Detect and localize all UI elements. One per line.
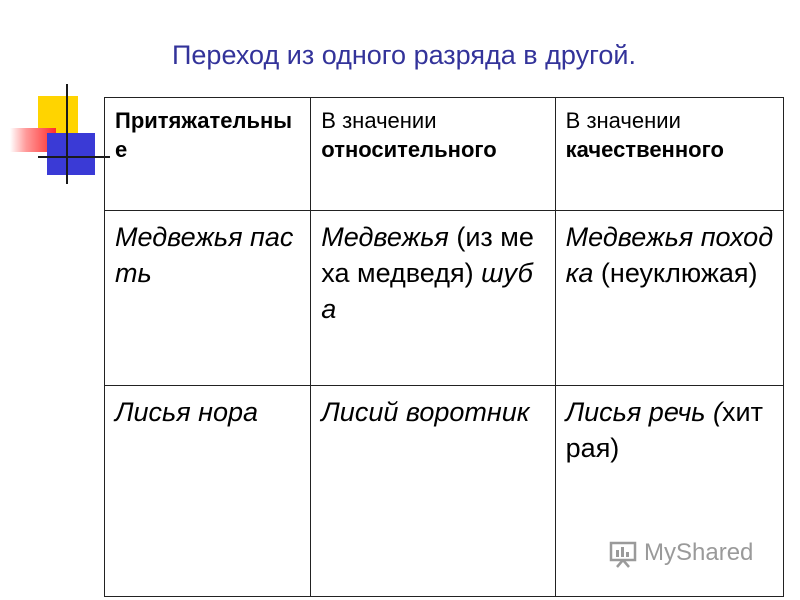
example-text: Лисий воротник — [321, 397, 530, 427]
header-relative-label: относительного — [321, 137, 497, 162]
decor-vertical-line — [66, 84, 68, 184]
decor-blue-square — [47, 133, 95, 175]
example-text: Лисья речь ( — [565, 397, 722, 427]
example-note: (неуклюжая) — [593, 258, 758, 288]
example-text: Лисья нора — [115, 397, 259, 427]
header-cell-relative — [311, 98, 555, 211]
table-row — [105, 211, 784, 386]
watermark-brand: MyShared — [644, 539, 754, 566]
example-note: (из меха медведя) — [321, 222, 534, 288]
decor-horizontal-line — [38, 156, 110, 158]
cell-fox-possessive — [105, 386, 311, 597]
cell-bear-qualitative — [555, 211, 783, 386]
example-text: Медвежья походка — [565, 222, 774, 288]
example-text: шуба — [321, 258, 533, 324]
header-cell-possessive — [105, 98, 311, 211]
header-qualitative-label: качественного — [565, 137, 724, 162]
table-header-row — [105, 98, 784, 211]
adjective-categories-table — [104, 97, 784, 597]
watermark — [608, 538, 753, 568]
header-cell-qualitative — [555, 98, 783, 211]
example-note: хитрая) — [565, 397, 763, 463]
cell-fox-relative — [311, 386, 555, 597]
header-qualitative-prefix: В значении — [565, 108, 681, 133]
myshared-logo-icon — [608, 538, 638, 568]
cell-bear-relative — [311, 211, 555, 386]
slide-title: Переход из одного разряда в другой. — [172, 40, 636, 70]
example-text: Медвежья — [321, 222, 449, 252]
header-relative-prefix: В значении — [321, 108, 437, 133]
example-text: Медвежья пасть — [115, 222, 294, 288]
cell-bear-possessive — [105, 211, 311, 386]
header-possessive-label: Притяжательные — [115, 108, 293, 162]
